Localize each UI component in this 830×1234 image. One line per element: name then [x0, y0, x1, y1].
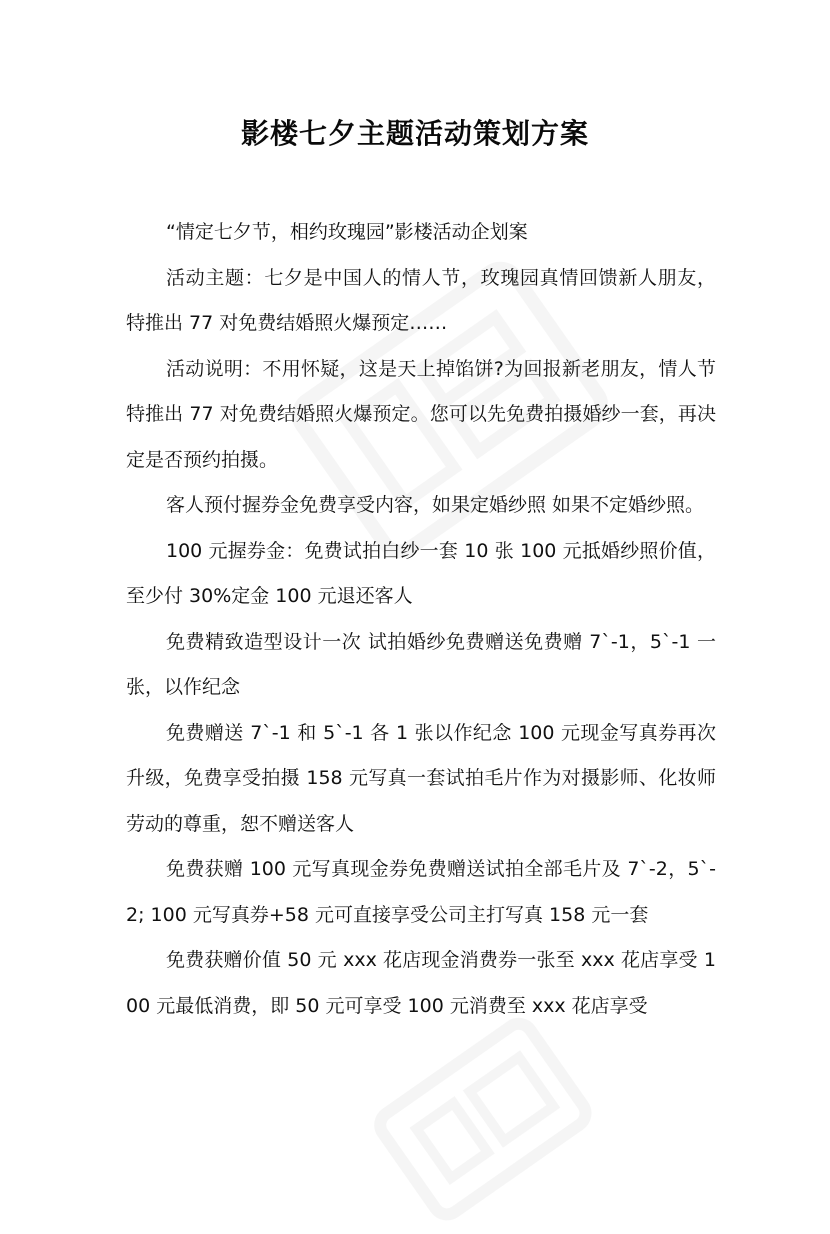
paragraph-flower-voucher: 免费获赠价值 50 元 xxx 花店现金消费券一张至 xxx 花店享受 100 元最低消费，即 50 元可享受 100 元消费至 xxx 花店享受 — [126, 949, 716, 1017]
paragraph-deposit-intro: 客人预付握券金免费享受内容，如果定婚纱照 如果不定婚纱照。 — [166, 494, 705, 516]
paragraph-voucher: 免费获赠 100 元写真现金券免费赠送试拍全部毛片及 7`-2，5`-2; 100 元写真券+58 元可直接享受公司主打写真 158 元一套 — [126, 858, 716, 926]
paragraph-description: 活动说明：不用怀疑，这是天上掉馅饼?为回报新老朋友，情人节特推出 77 对免费结婚照火爆预定。您可以先免费拍摄婚纱一套，再决定是否预约拍摄。 — [126, 357, 716, 471]
paragraph-gift-photos: 免费赠送 7`-1 和 5`-1 各 1 张以作纪念 100 元现金写真券再次升级，免费享受拍摄 158 元写真一套试拍毛片作为对摄影师、化妆师劳动的尊重，恕不赠送客人 — [126, 721, 716, 835]
document-body — [126, 210, 716, 1029]
paragraph-theme: 活动主题：七夕是中国人的情人节，玫瑰园真情回馈新人朋友，特推出 77 对免费结婚照火爆预定…… — [126, 266, 716, 334]
stamp-watermark-icon — [355, 996, 605, 1234]
paragraph-deposit-100: 100 元握券金：免费试拍白纱一套 10 张 100 元抵婚纱照价值，至少付 30%定金 100 元退还客人 — [126, 539, 716, 607]
document-title: 影楼七夕主题活动策划方案 — [240, 117, 589, 150]
paragraph-styling: 免费精致造型设计一次 试拍婚纱免费赠送免费赠 7`-1，5`-1 一张，以作纪念 — [126, 630, 716, 698]
paragraph-subtitle: “情定七夕节，相约玫瑰园”影楼活动企划案 — [166, 221, 528, 243]
